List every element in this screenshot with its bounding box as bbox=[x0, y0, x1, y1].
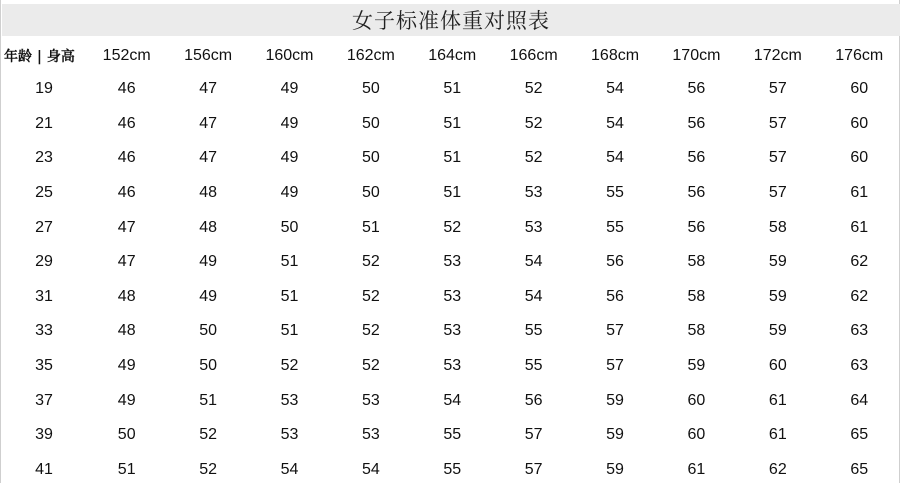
height-header: 152cm bbox=[102, 47, 151, 64]
weight-cell: 63 bbox=[850, 357, 869, 375]
weight-cell: 58 bbox=[687, 287, 706, 305]
age-cell: 25 bbox=[35, 184, 53, 202]
weight-cell: 47 bbox=[199, 149, 217, 167]
height-header: 176cm bbox=[835, 47, 884, 64]
weight-cell: 56 bbox=[606, 253, 624, 271]
table-row bbox=[2, 176, 900, 211]
weight-cell: 57 bbox=[768, 80, 787, 98]
weight-cell: 59 bbox=[768, 322, 787, 340]
weight-cell: 53 bbox=[524, 218, 543, 236]
table-row bbox=[2, 141, 900, 176]
weight-cell: 57 bbox=[524, 460, 543, 478]
table-title: 女子标准体重对照表 bbox=[352, 9, 550, 33]
weight-cell: 53 bbox=[443, 357, 462, 375]
weight-cell: 61 bbox=[768, 391, 787, 409]
weight-cell: 56 bbox=[687, 149, 706, 167]
weight-cell: 57 bbox=[768, 114, 787, 132]
height-header: 156cm bbox=[184, 47, 233, 64]
weight-cell: 51 bbox=[280, 287, 299, 305]
weight-cell: 62 bbox=[850, 253, 869, 271]
weight-cell: 51 bbox=[280, 253, 299, 271]
age-cell: 41 bbox=[35, 460, 53, 478]
age-cell: 29 bbox=[35, 253, 53, 271]
weight-cell: 47 bbox=[117, 218, 136, 236]
weight-cell: 59 bbox=[768, 287, 787, 305]
weight-cell: 57 bbox=[768, 184, 787, 202]
weight-cell: 48 bbox=[199, 184, 217, 202]
weight-cell: 62 bbox=[850, 287, 869, 305]
weight-cell: 60 bbox=[768, 357, 787, 375]
weight-cell: 61 bbox=[687, 460, 706, 478]
weight-cell: 52 bbox=[524, 80, 543, 98]
weight-cell: 53 bbox=[361, 391, 380, 409]
weight-cell: 51 bbox=[443, 114, 462, 132]
weight-cell: 50 bbox=[199, 322, 217, 340]
weight-cell: 46 bbox=[117, 149, 136, 167]
age-cell: 19 bbox=[35, 80, 53, 98]
age-cell: 37 bbox=[35, 391, 53, 409]
weight-cell: 53 bbox=[443, 253, 462, 271]
weight-cell: 50 bbox=[117, 426, 136, 444]
weight-cell: 53 bbox=[524, 184, 543, 202]
weight-cell: 47 bbox=[117, 253, 136, 271]
weight-cell: 49 bbox=[199, 253, 217, 271]
weight-cell: 55 bbox=[606, 218, 624, 236]
weight-table bbox=[2, 40, 900, 487]
weight-cell: 56 bbox=[687, 80, 706, 98]
height-header: 164cm bbox=[428, 47, 477, 64]
table-row bbox=[2, 72, 900, 107]
weight-cell: 50 bbox=[361, 114, 380, 132]
weight-cell: 49 bbox=[117, 391, 136, 409]
height-header: 170cm bbox=[672, 47, 721, 64]
weight-cell: 65 bbox=[850, 460, 869, 478]
weight-cell: 59 bbox=[768, 253, 787, 271]
weight-cell: 57 bbox=[606, 322, 624, 340]
weight-cell: 58 bbox=[687, 322, 706, 340]
weight-cell: 52 bbox=[524, 114, 543, 132]
weight-cell: 53 bbox=[280, 391, 299, 409]
weight-cell: 60 bbox=[850, 114, 869, 132]
weight-cell: 54 bbox=[524, 287, 543, 305]
weight-cell: 49 bbox=[280, 149, 299, 167]
height-header: 168cm bbox=[591, 47, 640, 64]
weight-cell: 54 bbox=[606, 149, 624, 167]
weight-cell: 55 bbox=[606, 184, 624, 202]
table-row bbox=[2, 314, 900, 349]
weight-cell: 46 bbox=[117, 80, 136, 98]
weight-cell: 62 bbox=[768, 460, 787, 478]
weight-cell: 48 bbox=[117, 322, 136, 340]
weight-cell: 65 bbox=[850, 426, 869, 444]
weight-cell: 61 bbox=[850, 184, 869, 202]
weight-cell: 52 bbox=[199, 460, 217, 478]
age-cell: 33 bbox=[35, 322, 53, 340]
weight-cell: 54 bbox=[524, 253, 543, 271]
weight-cell: 56 bbox=[687, 218, 706, 236]
weight-cell: 52 bbox=[524, 149, 543, 167]
weight-cell: 48 bbox=[117, 287, 136, 305]
age-height-header: 年龄 | 身高 bbox=[4, 49, 75, 65]
weight-cell: 54 bbox=[280, 460, 299, 478]
weight-cell: 53 bbox=[443, 287, 462, 305]
weight-cell: 53 bbox=[443, 322, 462, 340]
header-row bbox=[2, 40, 900, 72]
weight-cell: 50 bbox=[280, 218, 299, 236]
weight-cell: 49 bbox=[280, 184, 299, 202]
weight-cell: 57 bbox=[524, 426, 543, 444]
weight-cell: 58 bbox=[768, 218, 787, 236]
weight-cell: 52 bbox=[443, 218, 462, 236]
age-cell: 35 bbox=[35, 357, 53, 375]
height-header: 172cm bbox=[753, 47, 802, 64]
table-row bbox=[2, 245, 900, 280]
height-header: 166cm bbox=[509, 47, 558, 64]
weight-cell: 50 bbox=[361, 184, 380, 202]
table-row bbox=[2, 107, 900, 142]
weight-cell: 59 bbox=[606, 391, 624, 409]
weight-cell: 58 bbox=[687, 253, 706, 271]
weight-cell: 51 bbox=[361, 218, 380, 236]
height-header: 160cm bbox=[265, 47, 314, 64]
title-bar bbox=[2, 4, 900, 36]
weight-cell: 59 bbox=[606, 426, 624, 444]
age-cell: 27 bbox=[35, 218, 53, 236]
weight-cell: 51 bbox=[117, 460, 136, 478]
weight-cell: 52 bbox=[199, 426, 217, 444]
table-row bbox=[2, 418, 900, 453]
weight-cell: 57 bbox=[606, 357, 624, 375]
age-cell: 39 bbox=[35, 426, 53, 444]
weight-cell: 59 bbox=[687, 357, 706, 375]
weight-cell: 60 bbox=[687, 391, 706, 409]
table-row bbox=[2, 383, 900, 418]
weight-cell: 60 bbox=[850, 80, 869, 98]
weight-cell: 51 bbox=[199, 391, 217, 409]
weight-cell: 49 bbox=[280, 80, 299, 98]
weight-cell: 46 bbox=[117, 184, 136, 202]
weight-cell: 64 bbox=[850, 391, 869, 409]
weight-cell: 50 bbox=[361, 149, 380, 167]
weight-cell: 49 bbox=[117, 357, 136, 375]
table-row bbox=[2, 280, 900, 315]
weight-cell: 57 bbox=[768, 149, 787, 167]
weight-cell: 53 bbox=[361, 426, 380, 444]
weight-cell: 63 bbox=[850, 322, 869, 340]
weight-cell: 51 bbox=[443, 80, 462, 98]
age-cell: 23 bbox=[35, 149, 53, 167]
table-row bbox=[2, 349, 900, 384]
weight-cell: 61 bbox=[768, 426, 787, 444]
weight-cell: 59 bbox=[606, 460, 624, 478]
weight-cell: 54 bbox=[606, 114, 624, 132]
weight-cell: 55 bbox=[443, 460, 462, 478]
weight-cell: 50 bbox=[199, 357, 217, 375]
weight-cell: 46 bbox=[117, 114, 136, 132]
weight-cell: 52 bbox=[361, 322, 380, 340]
weight-cell: 54 bbox=[443, 391, 462, 409]
table-body bbox=[2, 72, 900, 487]
weight-cell: 49 bbox=[280, 114, 299, 132]
weight-cell: 47 bbox=[199, 80, 217, 98]
weight-cell: 49 bbox=[199, 287, 217, 305]
weight-cell: 60 bbox=[850, 149, 869, 167]
weight-cell: 48 bbox=[199, 218, 217, 236]
table-row bbox=[2, 210, 900, 245]
weight-cell: 56 bbox=[687, 184, 706, 202]
weight-cell: 52 bbox=[361, 357, 380, 375]
weight-cell: 56 bbox=[606, 287, 624, 305]
weight-cell: 52 bbox=[361, 287, 380, 305]
weight-cell: 54 bbox=[361, 460, 380, 478]
age-cell: 31 bbox=[35, 287, 53, 305]
weight-cell: 51 bbox=[443, 184, 462, 202]
age-cell: 21 bbox=[35, 114, 53, 132]
table-row bbox=[2, 453, 900, 487]
weight-cell: 51 bbox=[280, 322, 299, 340]
weight-cell: 53 bbox=[280, 426, 299, 444]
weight-cell: 55 bbox=[524, 357, 543, 375]
weight-cell: 51 bbox=[443, 149, 462, 167]
height-header: 162cm bbox=[346, 47, 395, 64]
weight-cell: 60 bbox=[687, 426, 706, 444]
weight-cell: 52 bbox=[280, 357, 299, 375]
weight-cell: 55 bbox=[524, 322, 543, 340]
weight-cell: 52 bbox=[361, 253, 380, 271]
weight-cell: 61 bbox=[850, 218, 869, 236]
weight-cell: 47 bbox=[199, 114, 217, 132]
weight-cell: 56 bbox=[524, 391, 543, 409]
weight-cell: 55 bbox=[443, 426, 462, 444]
weight-cell: 50 bbox=[361, 80, 380, 98]
weight-cell: 56 bbox=[687, 114, 706, 132]
weight-cell: 54 bbox=[606, 80, 624, 98]
